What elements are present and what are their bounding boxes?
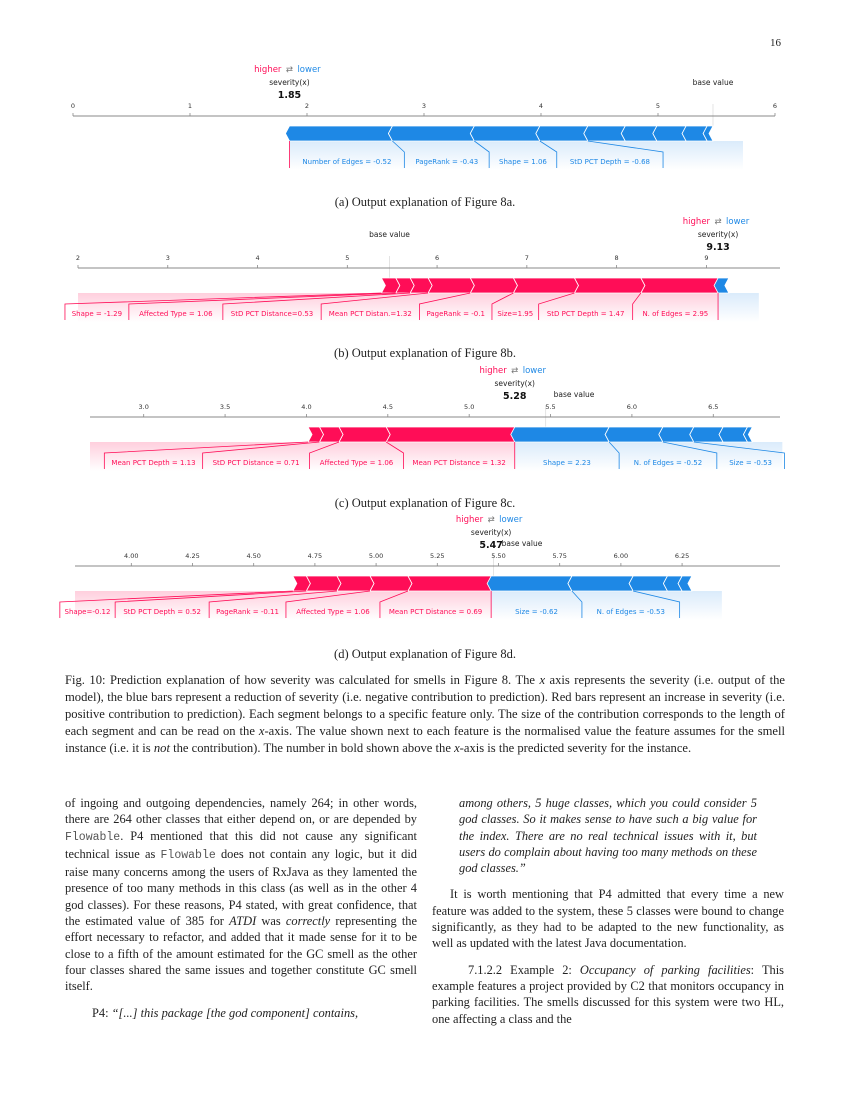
x-tick-label: 5.0 xyxy=(464,403,475,411)
x-tick-label: 5.00 xyxy=(368,552,384,560)
blue-feature-label: N. of Edges = -0.52 xyxy=(633,459,703,467)
red-feature-label: Mean PCT Distance = 0.69 xyxy=(388,608,483,616)
x-tick-label: 5 xyxy=(655,102,661,110)
lower-label: lower xyxy=(297,65,321,75)
x-tick-label: 4.25 xyxy=(185,552,200,560)
x-tick-label: 4.00 xyxy=(124,552,139,560)
prediction-value: 9.13 xyxy=(706,242,730,253)
text-run: Flowable xyxy=(65,830,121,844)
blue-segment xyxy=(536,126,588,141)
x-tick-label: 3 xyxy=(165,254,170,262)
text-run: correctly xyxy=(285,914,331,929)
text-run: Flowable xyxy=(160,848,216,862)
x-tick-label: 5.50 xyxy=(491,552,506,560)
red-segment xyxy=(339,427,390,442)
higher-label: higher xyxy=(254,65,282,75)
red-segment xyxy=(337,576,374,591)
red-feature-label: Mean PCT Distan.=1.32 xyxy=(328,310,412,318)
x-tick-label: 3.0 xyxy=(138,403,149,411)
paragraph xyxy=(432,962,784,1027)
red-segment xyxy=(470,278,517,293)
x-tick-label: 0 xyxy=(70,102,76,110)
base-value-label: base value xyxy=(369,230,410,239)
subfigure-caption-c: (c) Output explanation of Figure 8c. xyxy=(334,496,516,510)
prediction-value: 5.47 xyxy=(479,540,503,551)
red-feature-label: Affected Type = 1.06 xyxy=(139,310,213,318)
output-label: severity(x) xyxy=(697,230,739,239)
text-run: representing the effort necessary to refactor, and added that it made sense for it to be close to a fifth of the amount estimated for the GC smell as the other four classes shared the same issues and together constitute GC smell itself. xyxy=(65,914,418,994)
red-feature-label: StD PCT Distance = 0.71 xyxy=(212,459,300,467)
red-feature-label: Mean PCT Depth = 1.13 xyxy=(111,459,196,467)
x-tick-label: 6.0 xyxy=(626,403,638,411)
blue-segment xyxy=(690,427,723,442)
red-feature-label: Shape=-0.12 xyxy=(64,608,111,616)
red-feature-label: PageRank = -0.11 xyxy=(216,608,279,616)
right-column xyxy=(432,795,784,1027)
swap-arrows-icon: ⇄ xyxy=(714,217,722,227)
blue-feature-label: Size = -0.62 xyxy=(515,608,558,616)
blue-feature-label: N. of Edges = -0.53 xyxy=(596,608,665,616)
x-tick-label: 4.50 xyxy=(246,552,261,560)
blue-feature-label: Size = -0.53 xyxy=(729,459,773,467)
text-run: It is worth mentioning that P4 admitted that every time a new feature was added to the system, these 5 classes were bound to change significantly, as they had to be adapted to the new functionality, as well as updated with the latest Java documentation. xyxy=(432,887,784,951)
blue-feature-label: Shape = 1.06 xyxy=(499,158,547,166)
blue-segment xyxy=(584,126,625,141)
lower-label: lower xyxy=(499,515,523,525)
output-label: severity(x) xyxy=(470,528,512,537)
higher-label: higher xyxy=(479,366,507,376)
red-feature-label: Size=1.95 xyxy=(497,310,534,318)
force-plot-d xyxy=(0,510,850,660)
x-tick-label: 9 xyxy=(704,254,709,262)
text-run: x xyxy=(258,724,265,738)
base-value-label: base value xyxy=(501,539,543,548)
paragraph xyxy=(65,1005,417,1021)
higher-label: higher xyxy=(455,515,484,525)
swap-arrows-icon: ⇄ xyxy=(511,366,519,376)
output-label: severity(x) xyxy=(269,78,310,87)
blue-feature-label: Shape = 2.23 xyxy=(543,459,591,467)
blue-segment xyxy=(511,427,609,442)
page-number: 16 xyxy=(770,37,781,49)
blue-feature-label: PageRank = -0.43 xyxy=(415,158,479,166)
text-run: 7.1.2.2 Example 2: xyxy=(468,962,580,977)
x-tick-label: 5.25 xyxy=(430,552,445,560)
red-segment xyxy=(574,278,644,293)
red-segment xyxy=(370,576,412,591)
swap-arrows-icon: ⇄ xyxy=(487,515,495,525)
blue-feature-label: StD PCT Depth = -0.68 xyxy=(569,158,650,166)
base-value-label: base value xyxy=(692,78,734,87)
red-feature-label: N. of Edges = 2.95 xyxy=(642,310,709,318)
x-tick-label: 6.5 xyxy=(708,403,719,411)
red-segment xyxy=(641,278,722,293)
text-run: ATDI xyxy=(229,914,257,929)
red-feature-label: StD PCT Depth = 1.47 xyxy=(546,310,625,318)
x-tick-label: 1 xyxy=(187,102,193,110)
red-feature-label: StD PCT Depth = 0.52 xyxy=(123,608,201,616)
red-segment xyxy=(293,576,310,591)
text-run: -axis is the predicted severity for the instance. xyxy=(459,741,692,755)
swap-arrows-icon: ⇄ xyxy=(285,65,294,75)
text-run: axis represents the severity (i.e. output of the model), the blue bars represent a reduction of severity (i.e. negative contribution to prediction). Red bars represent an increase in severity (i.e. positive contribution to prediction). Each segment belongs to a specific feature only. The size of the contribution corresponds to the length of each segment and can be read on the xyxy=(65,673,785,738)
x-tick-label: 4.0 xyxy=(301,403,312,411)
force-plot-b xyxy=(0,212,850,362)
text-run: . P4 mentioned that this did not cause any significant technical issue as xyxy=(65,828,417,861)
x-tick-label: 6.00 xyxy=(613,552,629,560)
red-segment xyxy=(408,576,495,591)
text-run: Occupancy of parking facilities xyxy=(579,962,751,977)
blue-segment xyxy=(659,427,694,442)
x-tick-label: 6.25 xyxy=(674,552,690,560)
red-feature-label: Mean PCT Distance = 1.32 xyxy=(412,459,506,467)
red-feature-label: Shape = -1.29 xyxy=(71,310,123,318)
x-tick-label: 4 xyxy=(538,102,544,110)
blue-segment xyxy=(629,576,667,591)
lower-label: lower xyxy=(726,217,750,227)
x-tick-label: 6 xyxy=(772,102,778,110)
blue-segment xyxy=(605,427,663,442)
red-feature-label: Affected Type = 1.06 xyxy=(296,608,370,616)
higher-label: higher xyxy=(682,217,711,227)
blue-segment xyxy=(568,576,633,591)
paragraph xyxy=(432,795,784,876)
text-run: “[...] this package [the god component] contains, xyxy=(111,1005,359,1020)
red-segment xyxy=(306,576,341,591)
text-run: : This example features a project provided by C2 that monitors occupancy in parking facilities. The smells discussed for this system were two HL, one affecting a class and the xyxy=(432,962,784,1026)
blue-segment xyxy=(621,126,657,141)
text-run: does not contain any logic, but it did raise many concerns among the users of RxJava as they lamented the presence of too many methods in this class (as well as in the other 4 god classes). For these reasons, P4 stated, with great confidence, that the estimated value of 385 for xyxy=(65,846,417,929)
red-segment xyxy=(428,278,474,293)
force-plot-a xyxy=(0,60,850,210)
x-tick-label: 7 xyxy=(524,254,529,262)
red-feature-label: Affected Type = 1.06 xyxy=(319,459,394,467)
red-segment xyxy=(386,427,519,442)
prediction-value: 5.28 xyxy=(503,391,527,402)
paragraph xyxy=(432,886,784,951)
lower-label: lower xyxy=(522,366,546,376)
blue-feature-label: Number of Edges = -0.52 xyxy=(302,158,392,166)
text-run: P4: xyxy=(92,1005,112,1020)
left-column xyxy=(65,795,417,1021)
text-run: Fig. 10: Prediction explanation of how severity was calculated for smells in Figure 8. The xyxy=(65,673,540,687)
x-tick-label: 3.5 xyxy=(219,403,231,411)
paragraph xyxy=(65,795,417,995)
text-run: x xyxy=(454,741,460,755)
force-plot-c xyxy=(0,361,850,511)
blue-segment xyxy=(285,126,392,141)
blue-segment xyxy=(653,126,686,141)
text-run: x xyxy=(539,673,546,687)
blue-segment xyxy=(470,126,540,141)
subfigure-caption-d: (d) Output explanation of Figure 8d. xyxy=(334,647,516,661)
subfigure-caption-b: (b) Output explanation of Figure 8b. xyxy=(334,346,516,360)
x-tick-label: 3 xyxy=(421,102,427,110)
x-tick-label: 4.5 xyxy=(382,403,393,411)
x-tick-label: 2 xyxy=(304,102,310,110)
red-feature-label: StD PCT Distance=0.53 xyxy=(230,310,314,318)
x-tick-label: 5.75 xyxy=(552,552,567,560)
text-run: the contribution). The number in bold shown above the xyxy=(169,741,455,755)
red-feature-label: PageRank = -0.1 xyxy=(426,310,485,318)
text-run: not xyxy=(153,741,170,755)
blue-segment xyxy=(388,126,474,141)
red-segment xyxy=(513,278,578,293)
text-run: of ingoing and outgoing dependencies, namely 264; in other words, there are 264 other classes that either depend on, or are depended by xyxy=(65,796,417,827)
subfigure-caption-a: (a) Output explanation of Figure 8a. xyxy=(334,195,516,209)
red-segment xyxy=(381,278,399,293)
text-run: among others, 5 huge classes, which you could consider 5 god classes. So it makes sense to have such a big value for the index. There are no real technical issues with it, but users do complain about having too many methods on these god classes.” xyxy=(459,796,757,876)
prediction-value: 1.85 xyxy=(277,90,302,101)
x-tick-label: 5 xyxy=(345,254,350,262)
x-tick-label: 6 xyxy=(435,254,440,262)
base-value-label: base value xyxy=(553,390,595,399)
x-tick-label: 5.5 xyxy=(545,403,556,411)
text-run: -axis. The value shown next to each feature is the normalised value the feature assumes for the smell instance (i.e. it is xyxy=(65,724,786,755)
x-tick-label: 4.75 xyxy=(307,552,323,560)
output-label: severity(x) xyxy=(494,379,535,388)
figure-caption xyxy=(65,672,785,757)
blue-segment xyxy=(487,576,572,591)
blue-shade xyxy=(718,293,759,322)
text-run: was xyxy=(256,914,286,929)
x-tick-label: 8 xyxy=(614,254,619,262)
x-tick-label: 2 xyxy=(75,254,81,262)
x-tick-label: 4 xyxy=(255,254,260,262)
